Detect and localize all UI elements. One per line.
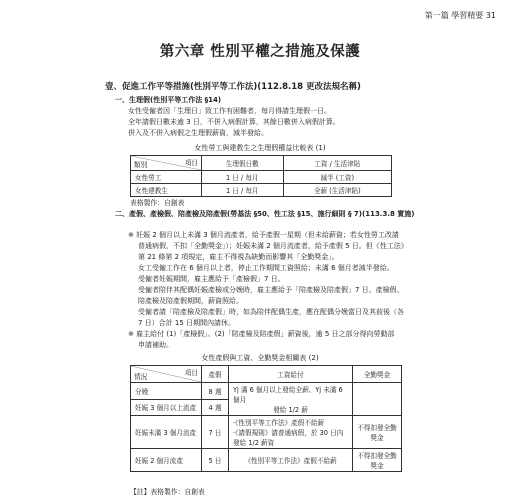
maternity-line-6: 受僱者陪伴其配偶妊娠產檢或分娩時，雇主應給予「陪產檢及陪產假」7 日。產檢假、 [138,286,404,294]
table2-cell: 分娩 [131,383,202,400]
table2-corner-bottom: 情況 [134,373,148,381]
table-row [131,449,402,472]
menstrual-leave-line-1: 女性受僱者因「生理日」致工作有困難者，每月得請生理假一日。 [128,107,331,115]
table2-cell: 4 週 [202,399,229,416]
table2-cell [353,383,402,416]
maternity-line-9: 7 日）合計 15 日期間內請休。 [138,319,236,327]
table1-corner-cell [131,156,202,171]
maternity-line-4: 女工受僱工作在 6 個月以上者，停止工作期間工資照給；未滿 6 個月者減半發給。 [138,264,394,272]
maternity-line-8: 受僱者請「陪產檢及陪產假」時，如為陪伴配偶生產，應在配偶分娩當日及其前後（各 [138,308,404,316]
table2-cell [229,383,353,416]
table2-cell: 《性別平等工作法》產假不給薪 [229,449,353,472]
table1-cell: 1 日 / 每月 [202,184,284,197]
table2-header-bonus: 全勤獎金 [353,366,402,383]
menstrual-leave-line-2: 全年請假日數未逾 3 日，不併入病假計算，其餘日數併入病假計算。 [128,118,340,126]
table2-pay-line: 發給 1/2 薪 [273,406,308,414]
table2-source: 【註】表格製作：自創表 [130,488,205,496]
table2-corner-top: 項目 [184,369,198,377]
table2-cell: 妊娠 3 個月以上流產 [131,399,202,416]
table2-pay-line: Yj 滿 6 個月以上發給全薪、Yj 未滿 6 個月 [233,386,343,404]
chapter-title: 第六章 性別平權之措施及保護 [159,43,361,60]
table2-cell: 5 日 [202,449,229,472]
table1-corner-top: 項目 [184,159,198,167]
maternity-line-1: ※ 妊娠 2 個月以上未滿 3 個月流產者，給予產假一星期（但未給薪資；若女性勞工改請 [128,231,399,239]
table2-cell: 妊娠未滿 3 個月流產 [131,416,202,449]
table1-cell: 1 日 / 每月 [202,171,284,184]
subsection-heading-menstrual-leave: 一、生理假(性別平等工作法 §14) [115,96,222,104]
table1-cell: 女性建教生 [131,184,202,197]
table2-caption: 女性產假與工資、全勤獎金相關表 (2) [201,354,319,362]
table1-cell: 女性勞工 [131,171,202,184]
table2-cell: 8 週 [202,383,229,400]
menstrual-leave-table [130,155,392,197]
table2-header-pay: 工資給付 [229,366,353,383]
table2-cell [229,416,353,449]
table1-cell: 減半 (工資) [283,171,391,184]
table1-header-pay: 工資 / 生活津貼 [283,156,391,171]
maternity-line-11: 申請補助。 [138,341,173,349]
table1-cell: 全薪 (生活津貼) [283,184,391,197]
maternity-leave-table [130,365,402,472]
table2-pay-line: ‧《請假規則》請普通病假，於 30 日內發給 1/2 薪資 [233,429,344,447]
table2-cell: 7 日 [202,416,229,449]
table1-corner-bottom: 類別 [134,161,148,169]
maternity-line-7: 陪產檢及陪產假期間，薪資照給。 [138,297,243,305]
table-row [131,171,392,184]
table-row [131,184,392,197]
table-row [131,383,402,400]
table-row [131,416,402,449]
table1-source: 表格製作：自創表 [130,199,185,207]
table1-caption: 女性勞工與建教生之生理假權益比較表 (1) [194,144,326,152]
table2-cell: 妊娠 2 個月流產 [131,449,202,472]
running-header: 第一篇 學習精要 31 [424,11,496,20]
maternity-line-10: ※ 雇主給付 (1)「產檢假」、(2)「陪產檢及陪產假」薪資後，逾 5 日之部分得向勞動部 [128,330,395,338]
table1-header-days: 生理假日數 [202,156,284,171]
table2-corner-cell [131,366,202,383]
maternity-line-2: 普通病假，不扣「全勤獎金」）；妊娠未滿 2 個月流產者，給予產假 5 日。但《性工法》 [138,242,408,250]
maternity-line-3: 第 21 條第 2 項規定，雇主不得視為缺勤而影響其「全勤獎金」。 [138,253,339,261]
subsection-heading-maternity-leave: 二、產假、產檢假、陪產檢及陪產假(勞基法 §50、性工法 §15、施行細則 § 7)(113.3.8 實施) [115,210,415,218]
maternity-line-5: 受僱者妊娠期間，雇主應給予「產檢假」7 日。 [138,275,285,283]
table2-pay-line: ‧《性別平等工作法》產假不給薪 [233,419,325,427]
table2-cell: 不得扣發全勤獎金 [353,449,402,472]
menstrual-leave-line-3: 併入及不併入病假之生理假薪資，減半發給。 [128,129,268,137]
table2-header-leave: 產假 [202,366,229,383]
section-heading: 壹、促進工作平等措施(性別平等工作法)(112.8.18 更改法規名稱) [105,82,361,92]
table2-cell: 不得扣發全勤獎金 [353,416,402,449]
